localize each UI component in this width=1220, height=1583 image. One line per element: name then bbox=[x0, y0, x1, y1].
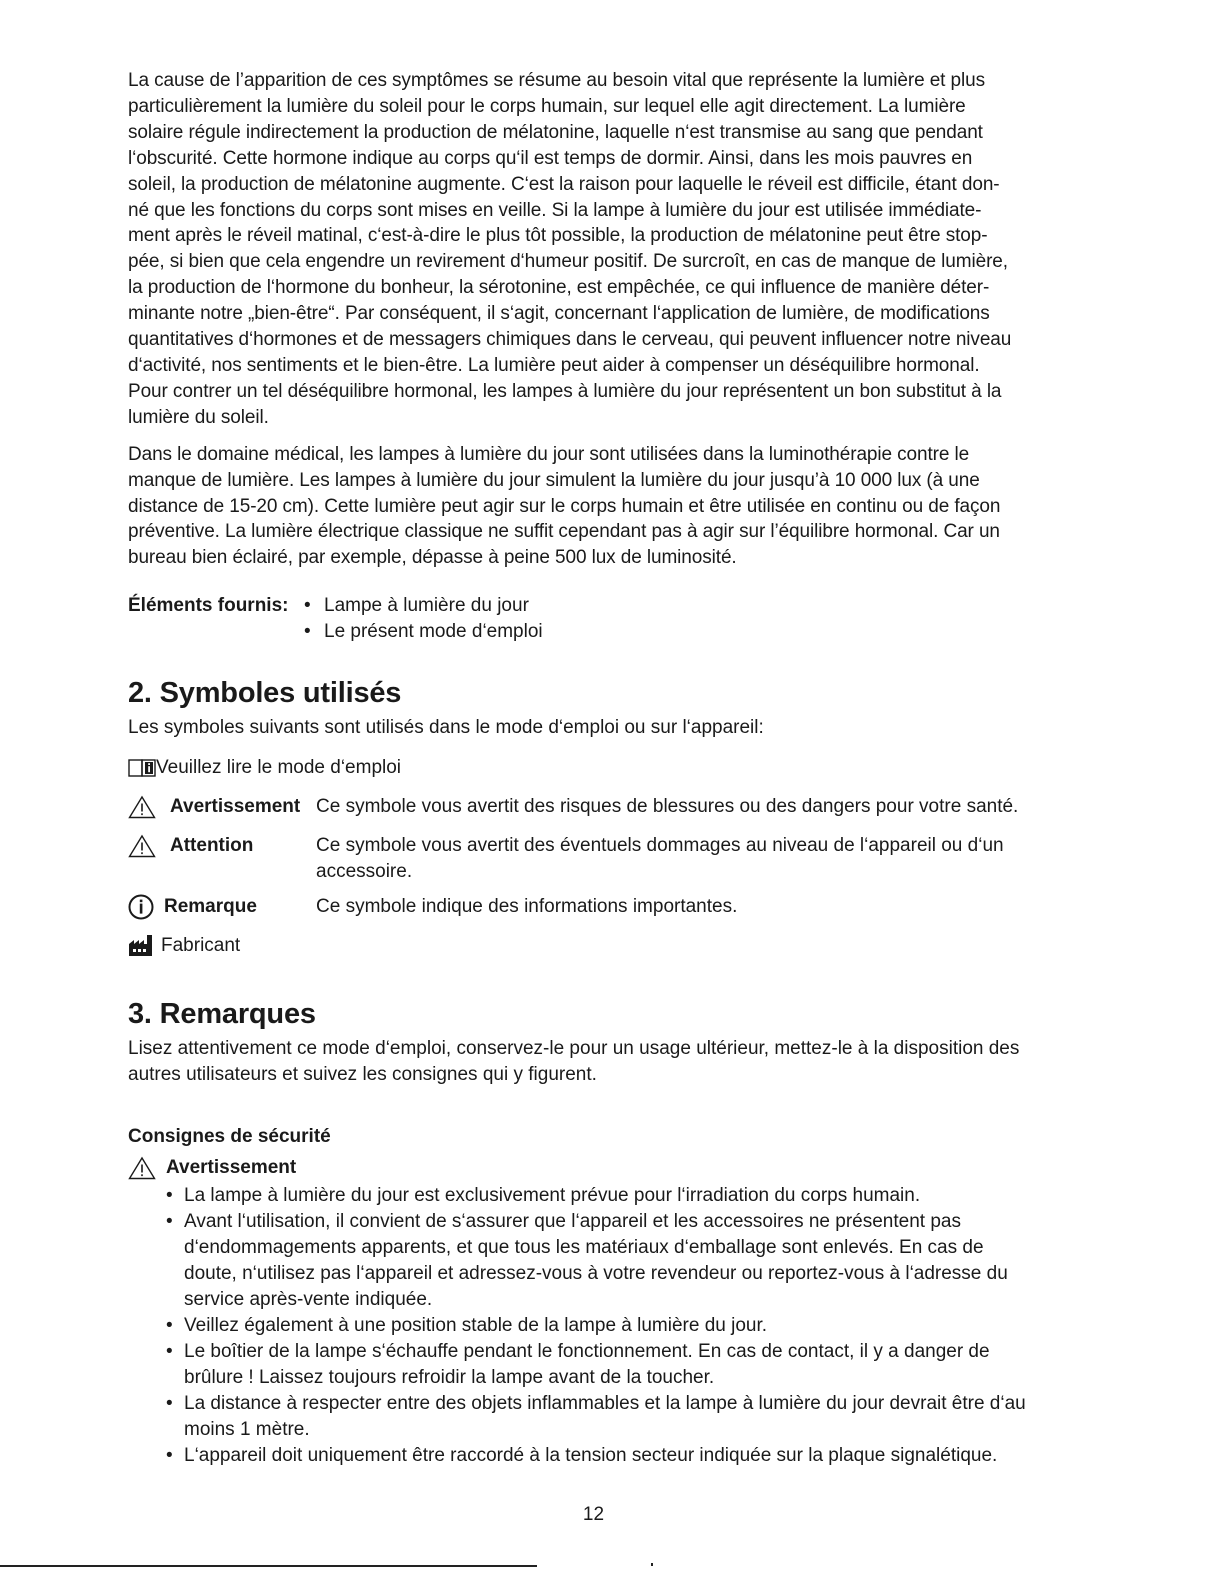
text-line: • Veillez également à une position stable de la lampe à lumière du jour. bbox=[184, 1315, 768, 1336]
text-line: service après-vente indiquée. bbox=[184, 1289, 433, 1311]
text-line: Lisez attentivement ce mode d‘emploi, conservez-le pour un usage ultérieur, mettez-le à la disposition des bbox=[128, 1037, 1020, 1059]
supplied-list bbox=[302, 593, 543, 645]
footer-mark bbox=[651, 1563, 653, 1566]
factory-icon bbox=[128, 933, 161, 959]
list-item bbox=[164, 1313, 1088, 1339]
page-number: 12 bbox=[582, 1504, 605, 1525]
text-line: la production de l‘hormone du bonheur, la sérotonine, est empêchée, ce qui influence de manière déter- bbox=[128, 277, 990, 299]
list-item: • Lampe à lumière du jour bbox=[302, 593, 543, 619]
text-line: moins 1 mètre. bbox=[184, 1418, 310, 1440]
info-circle-icon bbox=[128, 894, 164, 920]
list-item bbox=[164, 1391, 1088, 1443]
safety-warning-label bbox=[128, 1155, 1088, 1181]
text-line: manque de lumière. Les lampes à lumière du jour simulent la lumière du jour jusqu’à 10 000 lux (à une bbox=[128, 469, 980, 491]
symbol-row-manufacturer bbox=[128, 933, 1088, 959]
text-line: doute, n‘utilisez pas l‘appareil et adressez-vous à votre revendeur ou reportez-vous à l‘adresse du bbox=[184, 1263, 1008, 1285]
supplied-label: Éléments fournis: bbox=[128, 595, 289, 617]
text-line: • Le boîtier de la lampe s‘échauffe pendant le fonctionnement. En cas de contact, il y a danger de bbox=[184, 1340, 990, 1362]
text-line: né que les fonctions du corps sont mises en veille. Si la lampe à lumière du jour est utilisée immédiate- bbox=[128, 199, 982, 221]
text-line: solaire régule indirectement la production de mélatonine, laquelle n‘est transmise au sang que pendant bbox=[128, 121, 983, 143]
text-line: Ce symbole vous avertit des éventuels dommages au niveau de l‘appareil ou d‘un bbox=[316, 834, 1004, 856]
attention-description bbox=[316, 833, 1088, 885]
list-item: • Le présent mode d‘emploi bbox=[302, 619, 543, 645]
text-line: lumière du soleil. bbox=[128, 406, 269, 428]
text-line: soleil, la production de mélatonine augmente. C‘est la raison pour laquelle le réveil est difficile, étant don- bbox=[128, 173, 1000, 195]
read-manual-label: Veuillez lire le mode d‘emploi bbox=[156, 756, 402, 778]
symbol-row-attention bbox=[128, 833, 1088, 885]
text-line: pée, si bien que cela engendre un revirement d‘humeur positif. De surcroît, en cas de manque de lumière, bbox=[128, 251, 1008, 273]
text-line: autres utilisateurs et suivez les consignes qui y figurent. bbox=[128, 1063, 597, 1085]
safety-heading: Consignes de sécurité bbox=[128, 1125, 331, 1147]
supplied-items bbox=[128, 593, 1088, 645]
symbol-row-warning bbox=[128, 794, 1088, 820]
text-line: • Avant l‘utilisation, il convient de s‘assurer que l‘appareil et les accessoires ne présentent pas bbox=[184, 1211, 961, 1233]
section-3-intro bbox=[128, 1036, 1088, 1088]
note-description: Ce symbole indique des informations importantes. bbox=[316, 895, 738, 917]
text-line: ment après le réveil matinal, c‘est-à-dire le plus tôt possible, la production de mélatonine peut être stop- bbox=[128, 225, 988, 247]
text-line: Pour contrer un tel déséquilibre hormonal, les lampes à lumière du jour représentent un bon substitut à la bbox=[128, 380, 1002, 402]
list-item bbox=[164, 1183, 1088, 1209]
note-term: Remarque bbox=[164, 895, 257, 917]
text-line: • La lampe à lumière du jour est exclusivement prévue pour l‘irradiation du corps humain. bbox=[184, 1185, 921, 1207]
list-item bbox=[164, 1209, 1088, 1313]
text-line: La cause de l’apparition de ces symptômes se résume au besoin vital que représente la lumière et plus bbox=[128, 70, 985, 91]
text-line: d‘activité, nos sentiments et le bien-être. La lumière peut aider à compenser un déséquilibre hormonal. bbox=[128, 354, 980, 376]
text-line: quantitatives d‘hormones et de messagers chimiques dans le cerveau, qui peuvent influencer notre niveau bbox=[128, 329, 1012, 351]
text-line: particulièrement la lumière du soleil pour le corps humain, sur lequel elle agit directement. La lumière bbox=[128, 95, 966, 117]
text-line: Dans le domaine médical, les lampes à lumière du jour sont utilisées dans la luminothérapie contre le bbox=[128, 443, 970, 465]
text-line: accessoire. bbox=[316, 860, 413, 882]
safety-warning-term: Avertissement bbox=[166, 1157, 297, 1179]
safety-list bbox=[128, 1183, 1088, 1468]
section-2-heading: 2. Symboles utilisés bbox=[128, 677, 402, 710]
text-line: bureau bien éclairé, par exemple, dépasse à peine 500 lux de luminosité. bbox=[128, 547, 737, 569]
document-page bbox=[128, 68, 1088, 1468]
intro-paragraph-2 bbox=[128, 442, 1088, 572]
text-line: distance de 15-20 cm). Cette lumière peut agir sur le corps humain et être utilisée en continu ou de façon bbox=[128, 495, 1001, 517]
section-3-heading: 3. Remarques bbox=[128, 997, 316, 1030]
text-line: • L‘appareil doit uniquement être raccordé à la tension secteur indiquée sur la plaque signalétique. bbox=[184, 1444, 998, 1466]
text-line: minante notre „bien-être“. Par conséquent, il s‘agit, concernant l‘application de lumière, de modifications bbox=[128, 303, 990, 325]
manufacturer-label: Fabricant bbox=[161, 934, 241, 956]
warning-triangle-icon bbox=[128, 833, 170, 859]
footer-rule bbox=[0, 1565, 537, 1567]
warning-triangle-icon bbox=[128, 1155, 166, 1181]
text-line: préventive. La lumière électrique classique ne suffit cependant pas à agir sur l’équilibre hormonal. Car un bbox=[128, 521, 1000, 543]
text-line: brûlure ! Laissez toujours refroidir la lampe avant de la toucher. bbox=[184, 1366, 715, 1388]
symbol-row-note bbox=[128, 894, 1088, 920]
text-line: d‘endommagements apparents, et que tous les matériaux d‘emballage sont enlevés. En cas de bbox=[184, 1237, 984, 1259]
attention-term: Attention bbox=[170, 834, 254, 856]
warning-description: Ce symbole vous avertit des risques de blessures ou des dangers pour votre santé. bbox=[316, 795, 1019, 817]
list-item bbox=[164, 1443, 1088, 1469]
symbol-row-read-manual bbox=[128, 755, 1088, 781]
warning-term: Avertissement bbox=[170, 795, 301, 817]
text-line: l‘obscurité. Cette hormone indique au corps qu‘il est temps de dormir. Ainsi, dans les mois pauvres en bbox=[128, 147, 973, 169]
section-2-intro: Les symboles suivants sont utilisés dans le mode d‘emploi ou sur l‘appareil: bbox=[128, 717, 764, 739]
warning-triangle-icon bbox=[128, 794, 170, 820]
text-line: • La distance à respecter entre des objets inflammables et la lampe à lumière du jour devrait être d‘au bbox=[184, 1392, 1026, 1414]
intro-paragraph-1 bbox=[128, 68, 1088, 431]
list-item bbox=[164, 1339, 1088, 1391]
